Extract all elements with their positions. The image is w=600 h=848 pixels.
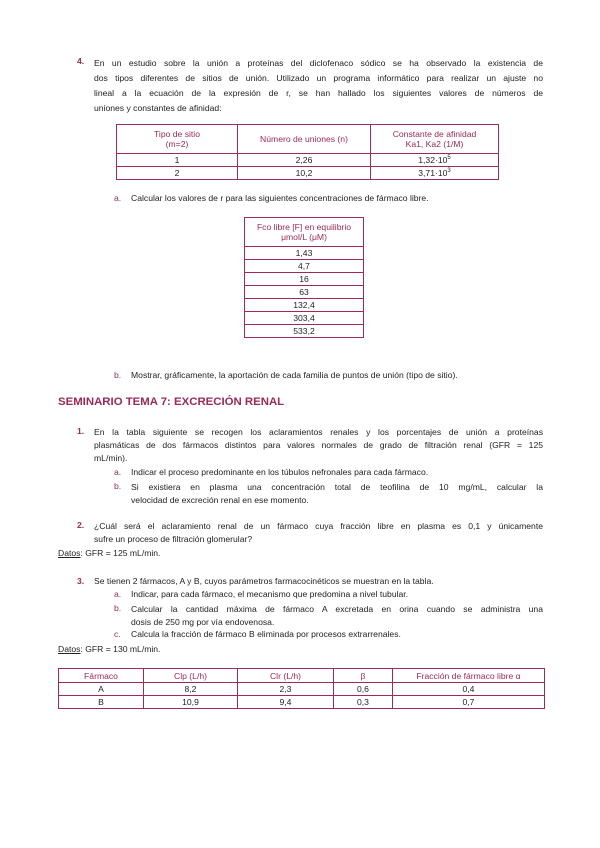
s1-number: 1. — [77, 426, 85, 436]
table-row: 16 — [245, 273, 364, 286]
s3-a-text: Indicar, para cada fármaco, el mecanismo que predomina a nivel tubular. — [131, 589, 409, 599]
table-header-row — [117, 125, 499, 154]
table-row: 4,7 — [245, 260, 364, 273]
table-row: 1,43 — [245, 247, 364, 260]
q4-line-4: uniones y constantes de afinidad: — [94, 103, 222, 113]
q4-paragraph — [94, 56, 543, 116]
header-affinity: Constante de afinidad Ka1, Ka2 (1/M) — [371, 125, 499, 154]
s1-a-text: Indicar el proceso predominante en los túbulos nefronales para cada fármaco. — [131, 467, 429, 477]
s3-text: Se tienen 2 fármacos, A y B, cuyos parámetros farmacocinéticos se muestran en la tabla. — [94, 576, 434, 586]
header-alpha: Fracción de fármaco libre α — [393, 669, 545, 683]
table-row: A 8,2 2,3 0,6 0,4 — [59, 683, 545, 696]
header-free-drug: Fco libre [F] en equilibrio μmol/L (μM) — [245, 218, 364, 247]
header-site-type: Tipo de sitio (m=2) — [117, 125, 238, 154]
s2-number: 2. — [77, 520, 85, 530]
s2-datos: Datos: GFR = 125 mL/min. — [58, 548, 161, 558]
concentration-table — [244, 217, 364, 338]
s1-a-letter: a. — [114, 467, 122, 477]
q4-line-3: lineal a la ecuación de la expresión de r, se han hallado los siguientes valores de números de — [94, 88, 543, 98]
header-clp: Clp (L/h) — [144, 669, 238, 683]
s1-b-paragraph: Si existiera en plasma una concentración total de teofilina de 10 mg/mL, calcular la velocidad de excreción renal en ese momento. — [131, 482, 543, 505]
table-row: 132,4 — [245, 299, 364, 312]
header-n-unions: Número de uniones (n) — [238, 125, 371, 154]
q4-b-letter: b. — [114, 370, 122, 380]
header-clr: Clr (L/h) — [238, 669, 334, 683]
table-row: 2 10,2 $3,71\cdot 10^3$ — [117, 167, 499, 180]
q4-a-text: Calcular los valores de r para las siguientes concentraciones de fármaco libre. — [131, 193, 429, 203]
s1-b-letter: b. — [114, 481, 122, 491]
s3-a-letter: a. — [114, 589, 122, 599]
s3-c-letter: c. — [114, 629, 121, 639]
q4-b-text: Mostrar, gráficamente, la aportación de cada familia de puntos de unión (tipo de sitio). — [131, 370, 458, 380]
q4-number: 4. — [77, 56, 85, 66]
s3-b-paragraph: Calcular la cantidad máxima de fármaco A excretada en orina cuando se administra una dosis de 250 mg por vía endovenosa. — [131, 604, 543, 627]
table-row: B 10,9 9,4 0,3 0,7 — [59, 696, 545, 709]
s1-line-1: En la tabla siguiente se recogen los aclaramientos renales y los porcentajes de unión a proteínas — [94, 427, 543, 437]
table-header-row — [245, 218, 364, 247]
q4-line-1: En un estudio sobre la unión a proteínas del diclofenaco sódico se ha observado la existencia de — [94, 58, 543, 68]
s3-number: 3. — [77, 576, 85, 586]
s3-datos: Datos: GFR = 130 mL/min. — [58, 644, 161, 654]
s1-line-3: mL/min). — [94, 453, 128, 463]
header-beta: β — [334, 669, 393, 683]
binding-sites-table — [116, 124, 499, 180]
s1-line-2: plasmáticas de dos fármacos distintos para valores normales de grado de filtración renal (GFR = 125 — [94, 440, 543, 450]
table-row: 1 2,26 $1,32\cdot 10^5$ — [117, 154, 499, 167]
q4-a-letter: a. — [114, 193, 122, 203]
section-title: SEMINARIO TEMA 7: EXCRECIÓN RENAL — [58, 396, 285, 408]
s3-b-letter: b. — [114, 603, 122, 613]
table-row: 63 — [245, 286, 364, 299]
table-header-row — [59, 669, 545, 683]
header-drug: Fármaco — [59, 669, 144, 683]
pharmacokinetics-table — [58, 668, 545, 709]
table-row: 533,2 — [245, 325, 364, 338]
s3-c-text: Calcula la fracción de fármaco B eliminada por procesos extrarrenales. — [131, 629, 401, 639]
s1-paragraph — [94, 426, 543, 465]
s2-paragraph: ¿Cuál será el aclaramiento renal de un fármaco cuya fracción libre en plasma es 0,1 y únicamente sufre un proceso de filtración glomerular? — [94, 521, 543, 544]
table-row: 303,4 — [245, 312, 364, 325]
q4-line-2: dos tipos diferentes de sitios de unión. Utilizado un programa informático para realizar un ajuste no — [94, 73, 543, 83]
